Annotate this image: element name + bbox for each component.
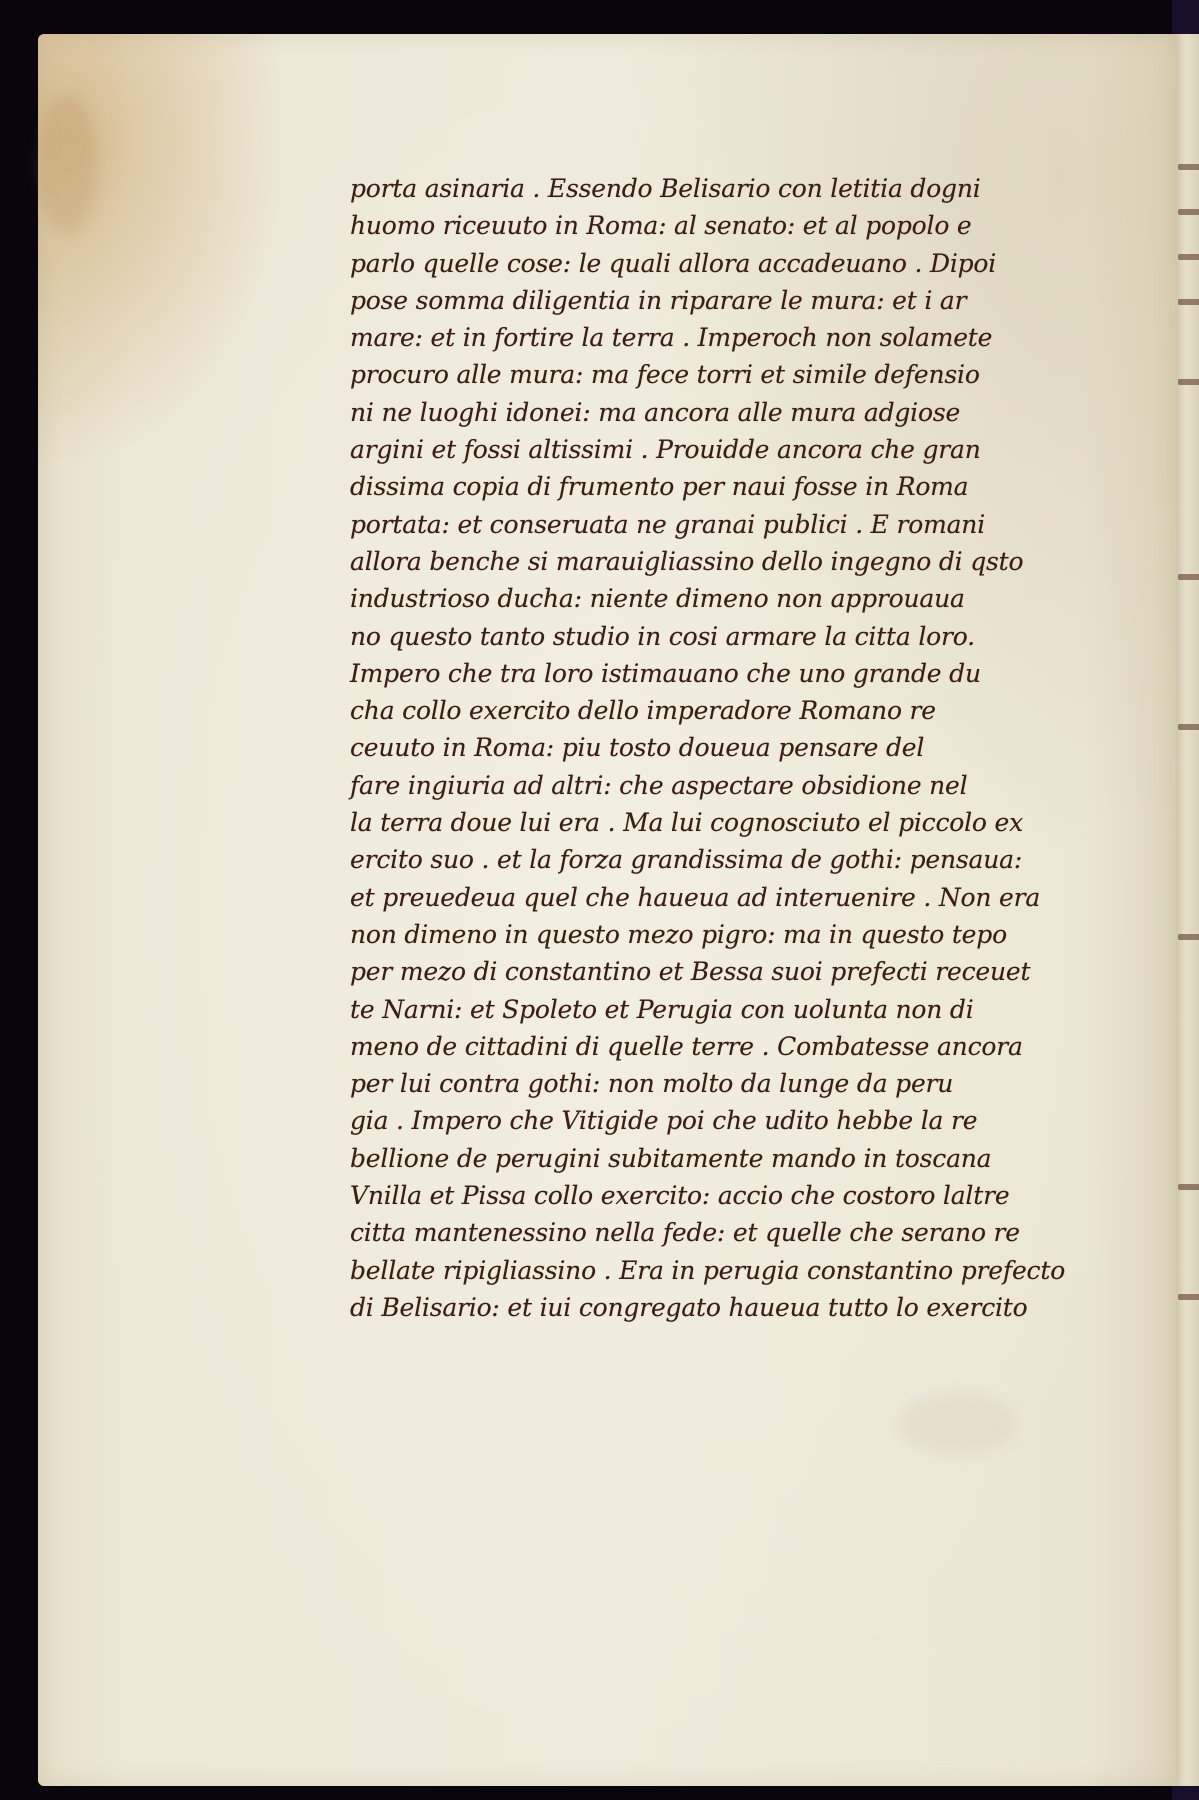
text-line: dissima copia di frumento per naui fosse in Roma <box>350 472 969 502</box>
text-line: ercito suo . et la forza grandissima de gothi: pensaua: <box>350 845 1023 875</box>
text-line: parlo quelle cose: le quali allora accadeuano . Dipoi <box>350 248 997 278</box>
text-line: porta asinaria . Essendo Belisario con letitia dogni <box>350 174 981 203</box>
facing-page-text-fragment <box>1178 379 1199 385</box>
text-line: citta mantenessino nella fede: et quelle che serano re <box>350 1218 1020 1248</box>
page-stain <box>898 1394 1018 1454</box>
text-line: cha collo exercito dello imperadore Romano re <box>350 696 936 726</box>
text-line: Impero che tra loro istimauano che uno grande du <box>350 658 981 688</box>
text-line: la terra doue lui era . Ma lui cognosciuto el piccolo ex <box>350 808 1024 838</box>
text-line: ni ne luoghi idonei: ma ancora alle mura adgiose <box>350 397 961 427</box>
text-line: meno de cittadini di quelle terre . Combatesse ancora <box>350 1031 1023 1061</box>
text-line: di Belisario: et iui congregato haueua tutto lo exercito <box>350 1292 1028 1322</box>
facing-page-text-fragment <box>1178 164 1199 170</box>
text-line: procuro alle mura: ma fece torri et simile defensio <box>350 360 980 390</box>
text-line: et preuedeua quel che haueua ad interuenire . Non era <box>350 882 1041 912</box>
text-line: no questo tanto studio in cosi armare la citta loro. <box>350 621 975 651</box>
text-line: huomo riceuuto in Roma: al senato: et al popolo e <box>350 211 972 241</box>
text-line: industrioso ducha: niente dimeno non approuaua <box>350 584 965 614</box>
facing-page-text-fragment <box>1178 934 1199 940</box>
text-line: Vnilla et Pissa collo exercito: accio che costoro laltre <box>350 1181 1010 1211</box>
text-line: pose somma diligentia in riparare le mura: et i ar <box>350 285 967 315</box>
text-line: per mezo di constantino et Bessa suoi prefecti receuet <box>350 957 1031 987</box>
text-line: argini et fossi altissimi . Prouidde ancora che gran <box>350 435 981 465</box>
facing-page-text-fragment <box>1178 209 1199 215</box>
text-line: non dimeno in questo mezo pigro: ma in questo tepo <box>350 919 1007 949</box>
facing-page-text-fragment <box>1178 1294 1199 1300</box>
manuscript-text-block <box>350 170 1110 1326</box>
facing-page-text-fragment <box>1178 1184 1199 1190</box>
facing-page-text-fragment <box>1178 299 1199 305</box>
text-line: portata: et conseruata ne granai publici . E romani <box>350 509 985 539</box>
text-line: bellione de perugini subitamente mando in toscana <box>350 1143 992 1173</box>
text-line: mare: et in fortire la terra . Imperoch non solamete <box>350 323 993 353</box>
facing-page-edge <box>1176 34 1199 1786</box>
text-line: allora benche si marauigliassino dello ingegno di qsto <box>350 546 1024 576</box>
text-line: gia . Impero che Vitigide poi che udito hebbe la re <box>350 1106 978 1136</box>
text-line: te Narni: et Spoleto et Perugia con uolunta non di <box>350 994 974 1024</box>
text-line: ceuuto in Roma: piu tosto doueua pensare del <box>350 733 925 763</box>
facing-page-text-fragment <box>1178 724 1199 730</box>
text-line: per lui contra gothi: non molto da lunge da peru <box>350 1069 954 1099</box>
facing-page-text-fragment <box>1178 254 1199 260</box>
page-stain <box>38 94 98 234</box>
facing-page-text-fragment <box>1178 574 1199 580</box>
text-line: fare ingiuria ad altri: che aspectare obsidione nel <box>350 770 968 800</box>
text-line: bellate ripigliassino . Era in perugia constantino prefecto <box>350 1255 1066 1285</box>
